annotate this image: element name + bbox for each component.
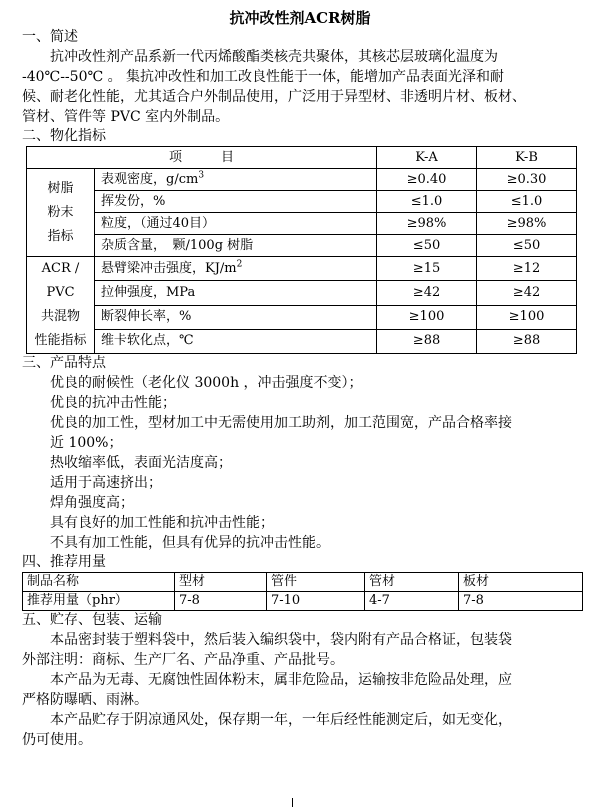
table-row <box>27 329 577 353</box>
row-name-text: 表观密度，g/cm <box>101 171 199 187</box>
row-kb: ≤50 <box>477 235 577 257</box>
group-label-blend <box>27 257 95 354</box>
row-ka: ≥88 <box>377 329 477 353</box>
storage-paragraphs <box>22 630 582 750</box>
row-kb: ≥12 <box>477 257 577 281</box>
page-cursor-mark <box>292 798 293 807</box>
storage-line: 本产品贮存于阴凉通风处，保存期一年，一年后经性能测定后，如无变化， <box>50 712 512 728</box>
list-item: 热收缩率低，表面光洁度高； <box>50 455 232 471</box>
storage-line: 本品密封装于塑料袋中，然后装入编织袋中，袋内附有产品合格证，包装袋 <box>50 632 512 648</box>
dosage-table <box>22 572 583 611</box>
row-name: 断裂伸长率，% <box>95 305 377 329</box>
row-name: 挥发份，% <box>95 191 377 213</box>
list-item: 优良的加工性，型材加工中无需使用加工助剂，加工范围宽，产品合格率接 <box>50 415 512 431</box>
dosage-header-cell: 制品名称 <box>23 573 175 592</box>
document-page <box>0 8 600 807</box>
list-item: 具有良好的加工性能和抗冲击性能； <box>50 515 274 531</box>
row-name-sup: 2 <box>236 259 243 270</box>
table-row <box>23 592 583 611</box>
table-row <box>27 169 577 191</box>
group-label-line: 粉末 <box>47 204 74 220</box>
list-item: 优良的耐候性（老化仪 3000h ，冲击强度不变）； <box>50 375 363 391</box>
table-row <box>27 235 577 257</box>
overview-line: -40℃--50℃ 。 集抗冲改性和加工改良性能于一体，能增加产品表面光泽和耐 <box>22 69 505 85</box>
dosage-cell: 7-10 <box>267 592 365 611</box>
header-kb: K-B <box>477 147 577 169</box>
row-name: 维卡软化点，℃ <box>95 329 377 353</box>
list-item: 焊角强度高； <box>50 495 134 511</box>
dosage-cell: 4-7 <box>365 592 459 611</box>
table-row <box>27 213 577 235</box>
group-label-resin-powder <box>27 169 95 257</box>
dosage-cell: 7-8 <box>459 592 583 611</box>
table-row <box>27 257 577 281</box>
group-label-line: ACR / <box>41 261 80 276</box>
section-heading-overview: 一、简述 <box>22 29 78 45</box>
row-name: 粒度，（通过40目） <box>95 213 377 235</box>
row-name: 杂质含量， 颗/100g 树脂 <box>95 235 377 257</box>
table-row <box>27 191 577 213</box>
row-kb: ≥42 <box>477 281 577 305</box>
row-name-text: 悬臂梁冲击强度，KJ/m <box>101 260 237 276</box>
property-table <box>26 146 577 354</box>
row-kb: ≥98% <box>477 213 577 235</box>
storage-line: 本产品为无毒、无腐蚀性固体粉末，属非危险品，运输按非危险品处理，应 <box>50 672 512 688</box>
dosage-header-cell: 板材 <box>459 573 583 592</box>
storage-line: 仍可使用。 <box>22 732 92 748</box>
storage-line: 外部注明：商标、生产厂名、产品净重、产品批号。 <box>22 652 344 668</box>
dosage-header-cell: 管材 <box>365 573 459 592</box>
section-heading-dosage: 四、推荐用量 <box>22 554 106 570</box>
row-ka: ≤50 <box>377 235 477 257</box>
section-heading-storage: 五、贮存、包装、运输 <box>22 612 162 628</box>
row-ka: ≤1.0 <box>377 191 477 213</box>
group-label-line: 树脂 <box>47 180 74 196</box>
row-name-sup: 3 <box>198 170 205 181</box>
group-label-line: 性能指标 <box>34 333 87 348</box>
row-name <box>95 257 377 281</box>
row-ka: ≥15 <box>377 257 477 281</box>
table-row <box>27 305 577 329</box>
header-ka: K-A <box>377 147 477 169</box>
group-label-line: 指标 <box>47 228 74 244</box>
dosage-cell: 推荐用量（phr） <box>23 592 175 611</box>
list-item: 适用于高速挤出； <box>50 475 162 491</box>
overview-paragraph <box>22 47 582 127</box>
section-heading-features: 三、产品特点 <box>22 355 106 371</box>
table-row <box>27 281 577 305</box>
row-kb: ≤1.0 <box>477 191 577 213</box>
list-item: 优良的抗冲击性能； <box>50 395 176 411</box>
dosage-header-cell: 管件 <box>267 573 365 592</box>
row-ka: ≥98% <box>377 213 477 235</box>
overview-line: 抗冲改性剂产品系新一代丙烯酸酯类核壳共聚体，其核芯层玻璃化温度为 <box>50 49 498 65</box>
table-header-row <box>27 147 577 169</box>
document-title: 抗冲改性剂ACR树脂 <box>229 9 371 27</box>
row-ka: ≥0.40 <box>377 169 477 191</box>
overview-line: 管材、管件等 PVC 室内外制品。 <box>22 109 230 125</box>
list-item: 不具有加工性能，但具有优异的抗冲击性能。 <box>50 535 330 551</box>
row-ka: ≥100 <box>377 305 477 329</box>
section-heading-properties: 二、物化指标 <box>22 128 106 144</box>
row-kb: ≥88 <box>477 329 577 353</box>
group-label-line: PVC <box>46 285 75 300</box>
header-item: 项 目 <box>27 147 377 169</box>
storage-line: 严格防曝晒、雨淋。 <box>22 692 148 708</box>
feature-list <box>0 373 600 553</box>
row-name: 拉伸强度，MPa <box>95 281 377 305</box>
row-name <box>95 169 377 191</box>
row-kb: ≥100 <box>477 305 577 329</box>
row-kb: ≥0.30 <box>477 169 577 191</box>
dosage-cell: 7-8 <box>175 592 267 611</box>
overview-line: 候、耐老化性能，尤其适合户外制品使用，广泛用于异型材、非透明片材、板材、 <box>22 89 526 105</box>
group-label-line: 共混物 <box>40 309 80 324</box>
list-item: 近 100%； <box>50 435 123 451</box>
row-ka: ≥42 <box>377 281 477 305</box>
dosage-header-cell: 型材 <box>175 573 267 592</box>
table-header-row <box>23 573 583 592</box>
